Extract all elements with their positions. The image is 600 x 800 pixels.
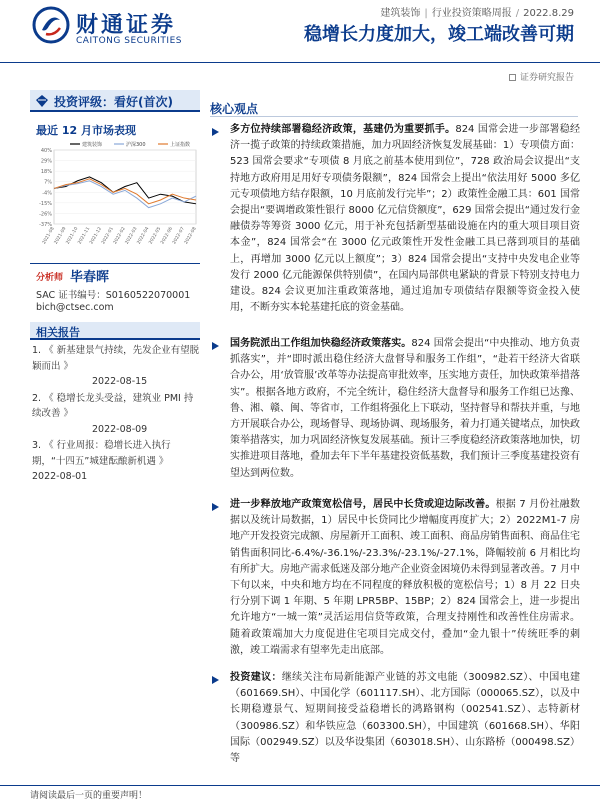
legend-entry: 沪深300	[126, 142, 146, 148]
related-report-date: 2022-08-01	[32, 471, 88, 482]
core-view-title: 核心观点	[210, 102, 259, 116]
core-divider	[210, 116, 578, 117]
series-line	[54, 181, 196, 208]
report-kind	[509, 70, 574, 83]
analyst-email[interactable]: bich@ctsec.com	[36, 302, 114, 313]
legend-entry: 建筑装饰	[82, 142, 103, 148]
header-divider	[0, 62, 600, 63]
breadcrumb: 建筑装饰 | 行业投资策略周报 / 2022.8.29	[380, 8, 574, 19]
legend-entry: 上证指数	[170, 142, 191, 148]
x-tick-label: 2022-01	[101, 226, 115, 246]
bullet-arrow-icon	[212, 128, 219, 136]
y-tick-label: 7%	[44, 179, 52, 186]
x-tick-label: 2021-11	[77, 226, 92, 246]
y-tick-label: -4%	[42, 190, 52, 197]
paragraph-policy-implementation	[230, 336, 580, 482]
related-reports-list	[32, 343, 200, 486]
related-report-item[interactable]	[32, 438, 200, 485]
page-header	[0, 0, 600, 62]
x-tick-label: 2021-09	[53, 226, 68, 246]
x-tick-label: 2022-03	[124, 226, 139, 246]
trend-title: 最近 12 月市场表现	[36, 124, 136, 137]
x-tick-label: 2021-12	[89, 226, 104, 246]
caitong-logo-icon	[32, 6, 70, 44]
paragraph-body: 根据 7 月份社融数据以及统计局数据，1）居民中长贷同比少增幅度再度扩大；2）2022M1-7 房地产开发投资完成额、房屋新开工面积、竣工面积、商品房销售面积、商品住宅销售面积同比-6.4%/-36.1%/-23.3%/-23.1%/-27.1%，降幅较前 6 月相比均有所扩大。房地产需求低迷及部分地产企业资金困境仍未得到显著改善。7 月中下旬以来，中央和地方均在不同程度的释放积极的宽松信号；1）8 月 22 日央行分别下调 1 年期、5 年期 LPR5BP、15BP；2）824 国常会上，进一步提出允许地方“一城一策”灵活运用信贷等政策，合理支持刚性和改善性住房需求。随着政策端加大力度促进住宅项目完成交付，叠加“金九银十”传统旺季的刺激，竣工端需求有望率先走出底部。	[230, 499, 580, 656]
x-tick-label: 2022-08	[183, 226, 198, 246]
analyst-divider	[30, 263, 200, 264]
related-report-date: 2022-08-09	[92, 423, 148, 435]
category: 建筑装饰	[380, 8, 421, 19]
x-tick-label: 2022-06	[160, 226, 175, 246]
related-report-title: 2. 《 稳增长龙头受益，建筑业 PMI 持续改善 》	[32, 392, 194, 419]
paragraph-body: 824 国常会进一步部署稳经济一揽子政策的持续政策措施，加力巩固经济恢复发展基础：1）专项债方面：523 国常会要求“专项债 8 月底之前基本使用到位”，728 政治局会议提出“支持地方政府用足用好专项债务限额”，824 国常会上提出“依法用好 5000 多亿元专项债地方结存限额，10 月底前发行完毕”；2）政策性金融工具：601 国常会提出“要调增政策性银行 8000 亿元信贷额度”，629 国常会提出“通过发行金融债券等筹资 3000 亿元，用于补充包括新型基础设施在内的重大项目项目资本金”，824 国常会“在 3000 亿元政策性开发性金融工具已落到项目的基础上，再增加 3000 亿元以上额度”；3）824 国常会提出“支持中央发电企业等发行 2000 亿元能源保供特别债”，在国内局部供电紧缺的背景下特别支持电力建设。824 会议更加注重政策落地，通过追加专项债结存限额等资金投入使用，不断夯实本轮基建托底的资金基础。	[230, 124, 581, 314]
bullet-arrow-icon	[212, 676, 219, 684]
bullet-arrow-icon	[212, 342, 219, 350]
rating-text: 投资评级：看好(首次)	[54, 95, 173, 109]
x-tick-label: 2022-02	[112, 226, 127, 246]
y-tick-label: 18%	[40, 169, 52, 176]
x-tick-label: 2022-07	[172, 226, 186, 246]
page-title: 稳增长力度加大，竣工端改善可期	[304, 24, 574, 45]
x-tick-label: 2022-05	[148, 226, 163, 246]
related-report-title: 1. 《 新基建景气持续，先发企业有望脱颖而出 》	[32, 345, 200, 372]
analyst-sac: SAC 证书编号：S0160522070001	[36, 290, 191, 301]
square-icon	[509, 74, 516, 81]
y-tick-label: -26%	[39, 211, 52, 218]
paragraph-lead: 进一步释放地产政策宽松信号，居民中长贷或迎边际改善。	[230, 499, 496, 510]
paragraph-lead: 国务院派出工作组加快稳经济政策落实。	[230, 338, 412, 349]
analyst-label: 分析师	[36, 273, 64, 283]
analyst-name: 毕春晖	[70, 270, 110, 285]
paragraph-lead: 投资建议：	[230, 672, 282, 683]
paragraph-real-estate	[230, 497, 580, 659]
bullet-arrow-icon	[212, 503, 219, 511]
paragraph-body: 824 国常会提出“中央推动、地方负责抓落实”，并“即时派出稳住经济大盘督导和服务工作组”，“赴若干经济大省联合办公，用‘放管服’改革等办法提高审批效率，压实地方责任，加快政策举措落实”。根据各地方政府，不完全统计，稳住经济大盘督导和服务工作组已达豫、鲁、湘、赣、闽、等省市，工作组将强化上下联动，坚持督导和帮扶并重，与地方开展联合办公，现场督导、现场协调、现场服务，着力打通关键堵点，加快政策举措落实，加力巩固经济恢复发展基础。预计三季度稳经济政策落地加快，切实推进项目落地，叠加去年下半年基建投资低基数，我们预计三季度基建投资有望达到两位数。	[230, 338, 580, 479]
market-trend-chart	[30, 136, 200, 258]
logo-text: 财通证券	[76, 12, 177, 38]
footer-note: 请阅读最后一页的重要声明！	[30, 791, 148, 800]
series-line	[54, 179, 196, 204]
y-tick-label: 29%	[40, 158, 52, 165]
related-report-item[interactable]	[32, 343, 200, 390]
related-report-item[interactable]	[32, 391, 200, 438]
report-date: 2022.8.29	[523, 8, 574, 19]
x-tick-label: 2021-08	[41, 226, 56, 246]
report-type: 行业投资策略周报	[431, 8, 512, 19]
x-tick-label: 2022-04	[136, 226, 151, 246]
paragraph-investment-advice	[230, 670, 580, 767]
paragraph-body: 继续关注布局新能源产业链的苏文电能（300982.SZ）、中国电建（601669.SH）、中国化学（601117.SH）、北方国际（000065.SZ），以及中长期稳遵景气、短期间接受益稳增长的鸿路钢构（002541.SZ）、志特新材（300986.SZ）和华铁应急（603300.SH），中国建筑（601668.SH）、华阳国际（002949.SZ）以及华设集团（603018.SH）、山东路桥（000498.SZ）等	[230, 672, 581, 765]
y-tick-label: 40%	[40, 148, 52, 154]
related-report-title: 3. 《 行业周报：稳增长进入执行期，“十四五”城建酝酿新机遇 》	[32, 440, 171, 467]
footer-divider	[0, 785, 600, 786]
related-reports-bar	[30, 322, 200, 340]
diamond-icon	[36, 95, 48, 107]
rating-bar	[30, 90, 200, 112]
y-tick-label: -15%	[39, 200, 52, 207]
paragraph-infrastructure	[230, 122, 580, 316]
x-tick-label: 2021-10	[65, 226, 80, 246]
y-tick-label: -37%	[39, 222, 52, 228]
logo-text-en: CAITONG SECURITIES	[76, 36, 182, 46]
related-report-date: 2022-08-15	[92, 376, 148, 387]
report-kind-label: 证券研究报告	[519, 73, 574, 83]
paragraph-lead: 多方位持续部署稳经济政策，基建仍为重要抓手。	[230, 124, 456, 135]
related-title: 相关报告	[36, 326, 80, 339]
